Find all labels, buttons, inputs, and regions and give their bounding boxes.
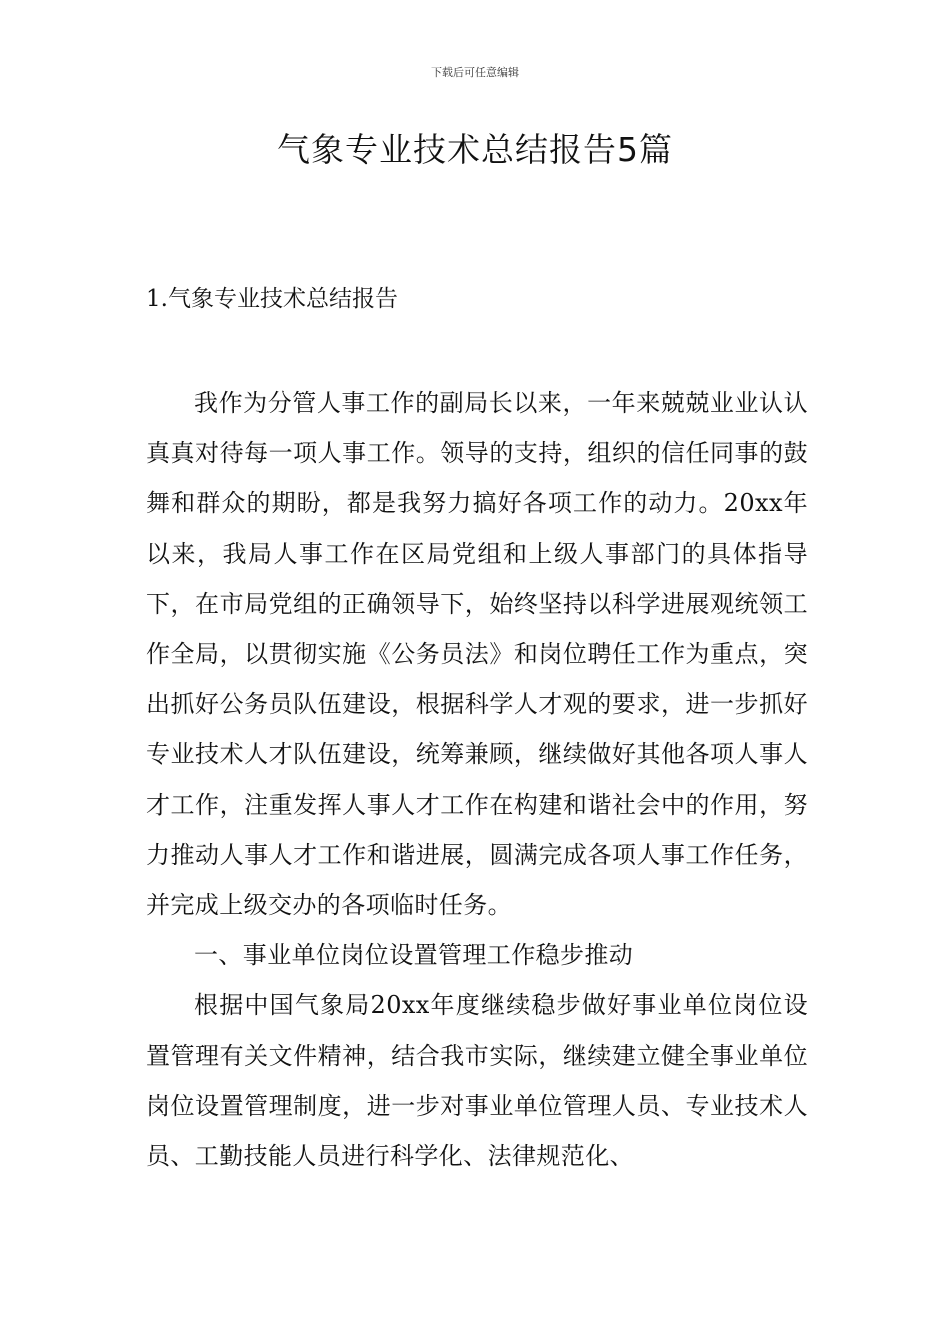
header-note: 下载后可任意编辑 xyxy=(431,66,519,79)
body-paragraph: 根据中国气象局20xx年度继续稳步做好事业单位岗位设置管理有关文件精神，结合我市实际，继续建立健全事业单位岗位设置管理制度，进一步对事业单位管理人员、专业技术人员、工勤技能人员进行科学化、法律规范化、 xyxy=(146,991,808,1171)
document-title: 气象专业技术总结报告5篇 xyxy=(277,130,673,169)
body-paragraph: 我作为分管人事工作的副局长以来，一年来兢兢业业认认真真对待每一项人事工作。领导的支持，组织的信任同事的鼓舞和群众的期盼，都是我努力搞好各项工作的动力。20xx年以来，我局人事工作在区局党组和上级人事部门的具体指导下，在市局党组的正确领导下，始终坚持以科学进展观统领工作全局，以贯彻实施《公务员法》和岗位聘任工作为重点，突出抓好公务员队伍建设，根据科学人才观的要求，进一步抓好专业技术人才队伍建设，统筹兼顾，继续做好其他各项人事人才工作，注重发挥人事人才工作在构建和谐社会中的作用，努力推动人事人才工作和谐进展，圆满完成各项人事工作任务，并完成上级交办的各项临时任务。 xyxy=(146,389,808,920)
subheading-paragraph: 一、事业单位岗位设置管理工作稳步推动 xyxy=(194,941,634,970)
document-body xyxy=(146,378,808,1181)
section-title: 1.气象专业技术总结报告 xyxy=(146,286,398,312)
